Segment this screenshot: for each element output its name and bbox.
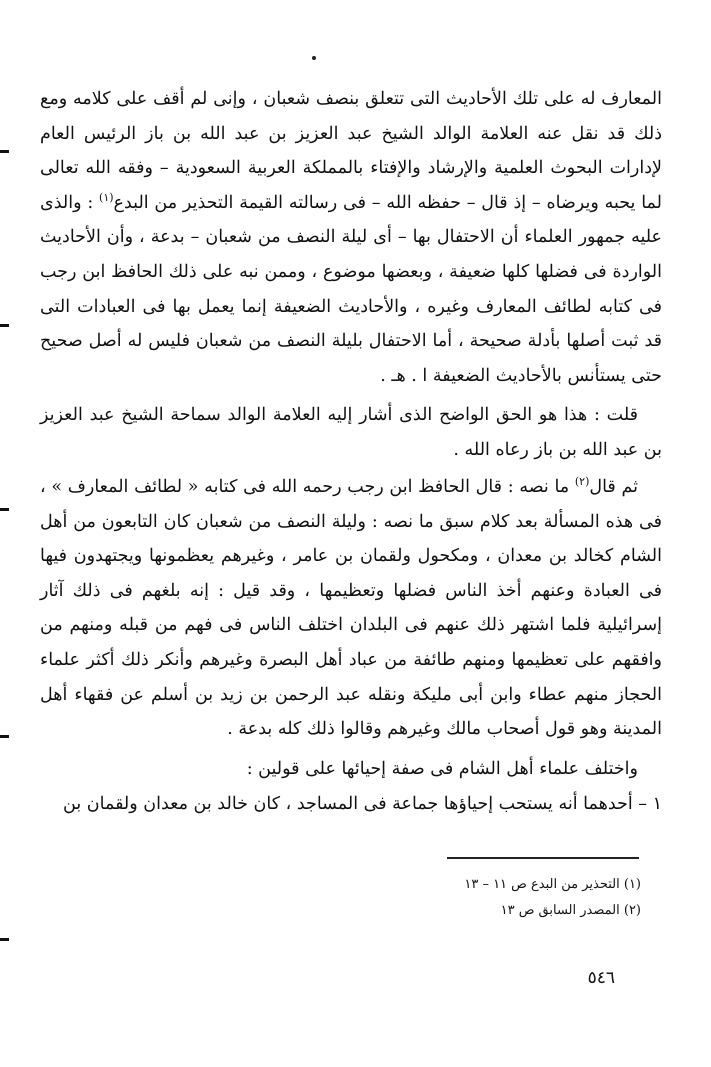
paragraph-3 <box>40 470 662 747</box>
left-edge-mark <box>0 508 9 511</box>
footnote-ref-1: (١) <box>99 190 114 204</box>
paragraph-1-text-a: المعارف له على تلك الأحاديث التى تتعلق بنصف شعبان ، وإنى لم أقف على كلامه ومع ذلك قد نقل عنه العلامة الوالد الشيخ عبد العزيز بن عبد الله بن باز الرئيس العام لإدارات البحوث العلمية والإرشاد والإفتاء بالمملكة العربية السعودية – وفقه الله تعالى لما يحبه ويرضاه – إذ قال – حفظه الله – فى رسالته القيمة التحذير من البدع <box>40 89 662 213</box>
paragraph-4-text: واختلف علماء أهل الشام فى صفة إحيائها على قولين : <box>246 759 638 779</box>
paragraph-3-text-a: ثم قال <box>589 477 638 497</box>
footnote-divider <box>447 857 639 859</box>
footnote-2: (٢) المصدر السابق ص ١٣ <box>500 903 641 918</box>
top-dot-mark <box>312 56 316 60</box>
footnote-ref-2: (٢) <box>574 475 590 489</box>
paragraph-2-text: قلت : هذا هو الحق الواضح الذى أشار إليه العلامة الوالد سماحة الشيخ عبد العزيز بن عبد الله بن باز رعاه الله . <box>40 405 662 460</box>
page-number: ٥٤٦ <box>587 968 615 988</box>
paragraph-4 <box>40 752 662 787</box>
paragraph-5 <box>40 787 662 822</box>
left-edge-mark <box>0 938 9 941</box>
footnotes <box>300 872 641 924</box>
paragraph-5-text: ١ – أحدهما أنه يستحب إحياؤها جماعة فى المساجد ، كان خالد بن معدان ولقمان بن <box>63 794 662 814</box>
left-edge-mark <box>0 324 9 327</box>
paragraph-1 <box>40 82 662 393</box>
paragraph-2 <box>40 398 662 467</box>
paragraph-3-text-b: ما نصه : قال الحافظ ابن رجب رحمه الله فى كتابه « لطائف المعارف » ، فى هذه المسألة بعد كلام سبق ما نصه : وليلة النصف من شعبان كان التابعون من أهل الشام كخالد بن معدان ، ومكحول ولقمان بن عامر ، وغيرهم يعظمونها ويجتهدون فيها فى العبادة وعنهم أخذ الناس فضلها وتعظيمها ، وقد قيل : إنه بلغهم فى ذلك آثار إسرائيلية فلما اشتهر ذلك عنهم فى البلدان اختلف الناس فى فهم من قبله ومنهم من وافقهم على تعظيمها ومنهم طائفة من عباد أهل البصرة وغيرهم وأنكر ذلك أكثر علماء الحجاز منهم عطاء وابن أبى مليكة ونقله عبد الرحمن بن زيد بن أسلم عن فقهاء أهل المدينة وهو قول أصحاب مالك وغيرهم وقالوا ذلك كله بدعة . <box>40 477 662 740</box>
footnote-1: (١) التحذير من البدع ص ١١ – ١٣ <box>464 877 641 892</box>
left-edge-mark <box>0 735 9 738</box>
paragraph-1-text-b: : والذى عليه جمهور العلماء أن الاحتفال بها – أى ليلة النصف من شعبان – بدعة ، وأن الأحاديث الواردة فى فضلها كلها ضعيفة ، وبعضها موضوع ، وممن نبه على ذلك الحافظ ابن رجب فى كتابه لطائف المعارف وغيره ، والأحاديث الضعيفة إنما يعمل بها فى العبادات التى قد ثبت أصلها بأدلة صحيحة ، أما الاحتفال بليلة النصف من شعبان فليس له أصل صحيح حتى يستأنس بالأحاديث الضعيفة ا . هـ . <box>40 192 662 386</box>
left-edge-mark <box>0 150 9 153</box>
